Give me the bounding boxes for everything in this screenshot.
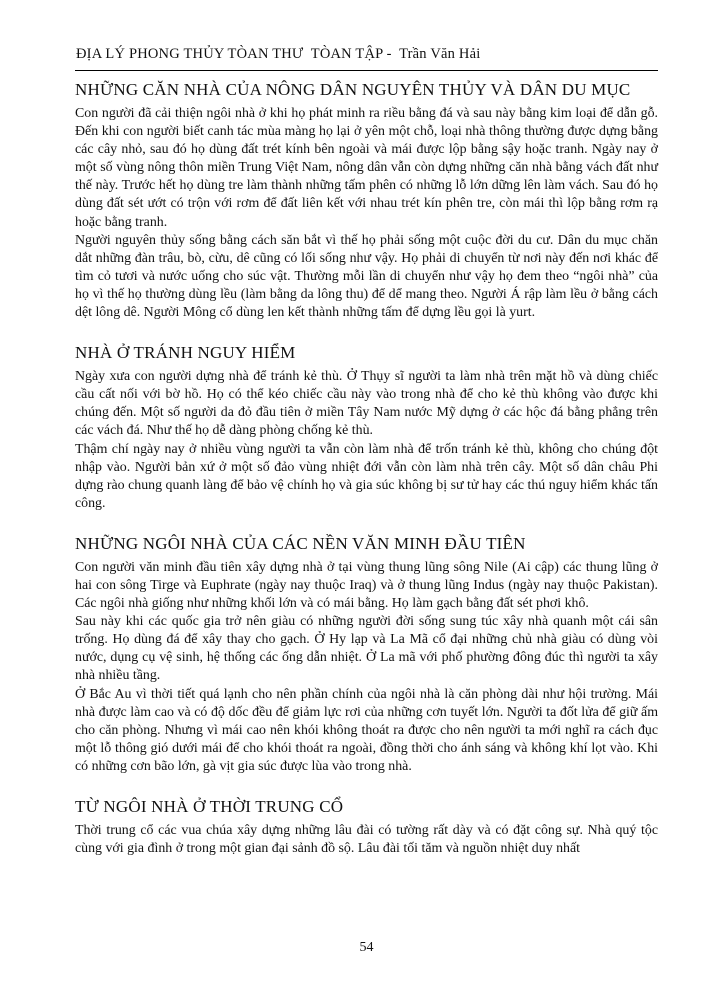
paragraph: Ở Bắc Au vì thời tiết quá lạnh cho nên phần chính của ngôi nhà là căn phòng dài như hội trường. Mái nhà được làm cao và có độ dốc đều để giảm lực rơi của những cơn tuyết lớn. Người ta đốt lửa để giữ ấm cho căn phòng. Nhưng vì mái cao nên khói không thoát ra được cho nên người ta mới nghĩ ra cách đục một lỗ thông gió dưới mái để cho khói thoát ra ngoài, đồng thời cho ánh sáng và không khí lọt vào. Khi có những cơn bão lớn, gà vịt gia súc được lùa vào trong nhà. (75, 686, 658, 774)
paragraph: Người nguyên thủy sống bằng cách săn bắt vì thế họ phải sống một cuộc đời du cư. Dân du mục chăn dắt những đàn trâu, bò, cừu, dê cũng có lối sống như vậy. Họ phải di chuyển từ nơi này đến nơi khác để tìm cỏ tươi và nước uống cho súc vật. Thường mỗi lần di chuyển như vậy họ đem theo “ngôi nhà” của họ vì thế họ thường dùng lều (làm bằng da lông thu) để dể mang theo. Người Á rập làm lều ở bằng cách dệt lông dê. Người Mông cổ dùng len kết thành những tấm để dựng lều gọi là yurt. (75, 232, 658, 321)
section-heading-danger-avoiding-houses: NHÀ Ở TRÁNH NGUY HIỂM (75, 343, 296, 363)
section-heading-primitive-houses: NHỮNG CĂN NHÀ CỦA NÔNG DÂN NGUYÊN THỦY VÀ DÂN DU MỤC (75, 80, 631, 99)
page-header-title: ĐỊA LÝ PHONG THỦY TÒAN THƯ TÒAN TẬP - Trần Văn Hải (76, 46, 481, 62)
paragraph: Sau này khi các quốc gia trở nên giàu có những người đời sống sung túc xây nhà quanh một cái sân trống. Họ dùng đá để xây thay cho gạch. Ở Hy lạp và La Mã cổ đại những chủ nhà giàu có dùng vòi nước, dụng cụ vệ sinh, hệ thống các ống dẫn nhiệt. Ở La mã với phố phường đông đúc thì người ta xây nhà nhiều tầng. (75, 614, 658, 684)
paragraph: Thậm chí ngày nay ở nhiều vùng người ta vẫn còn làm nhà để trốn tránh kẻ thù, không cho chúng đột nhập vào. Người bản xứ ở một số đảo vùng nhiệt đới vẫn còn làm nhà trên cây. Một số dân châu Phi dựng rào chung quanh làng để bảo vệ chính họ và gia súc không bị sư tử hay các thú nguy hiểm khác tấn công. (75, 441, 658, 511)
paragraph: Ngày xưa con người dựng nhà để tránh kẻ thù. Ở Thụy sĩ người ta làm nhà trên mặt hồ và dùng chiếc cầu cất nối với bờ hồ. Họ có thể kéo chiếc cầu này vào trong nhà để cho kẻ thù không vào được khi chúng đến. Một số người da đỏ đầu tiên ở miền Tây Nam nước Mỹ dựng ở các hộc đá bằng phẳng trên các vách đá. Như thế họ dễ dàng phòng chống kẻ thù. (75, 369, 658, 439)
section-heading-first-civilizations: NHỮNG NGÔI NHÀ CỦA CÁC NỀN VĂN MINH ĐẦU TIÊN (75, 533, 526, 553)
page-number: 54 (359, 940, 374, 955)
paragraph: Thời trung cổ các vua chúa xây dựng những lâu đài có tường rất dày và có đặt công sự. Nhà quý tộc cùng với gia đình ở trong một gian đại sảnh đồ sộ. Lâu đài tối tăm và nguồn nhiệt duy nhất (75, 823, 658, 857)
paragraph: Con người đã cải thiện ngôi nhà ở khi họ phát minh ra riều bằng đá và sau này bằng kim loại để dẫn gỗ. Đến khi con người biết canh tác mùa màng họ lại ở yên một chỗ, loại nhà thông thường được dựng bằng các cây nhỏ, sau đó họ dùng đất trét kính bên ngoài và mái được lộp bằng sậy hoặc tranh. Ngày nay ở một số vùng nông thôn miền Trung Việt Nam, nông dân vẫn còn dựng những căn nhà bằng vách đất như thế này. Trước hết họ dùng tre làm thành những tấm phên có những lỗ lớn dững lên làm vách. Sau đó họ dùng đất sét ướt có trộn với rơm để đất liên kết với nhau trét kín phên tre, còn mái thì lộp bằng rơm rạ hoặc bằng tranh. (75, 106, 658, 230)
header-divider (75, 70, 658, 71)
paragraph: Con người văn minh đầu tiên xây dựng nhà ở tại vùng thung lũng sông Nile (Ai cập) các thung lũng ở hai con sông Tirge và Euphrate (ngày nay thuộc Iraq) và ở thung lũng Indus (ngày nay thuộc Pakistan). Các ngôi nhà giống như những khối lớn và có mái bằng. Họ làm gạch bằng đất sét phơi khô. (75, 559, 658, 612)
section-heading-medieval-houses: TỪ NGÔI NHÀ Ở THỜI TRUNG CỔ (75, 797, 344, 816)
